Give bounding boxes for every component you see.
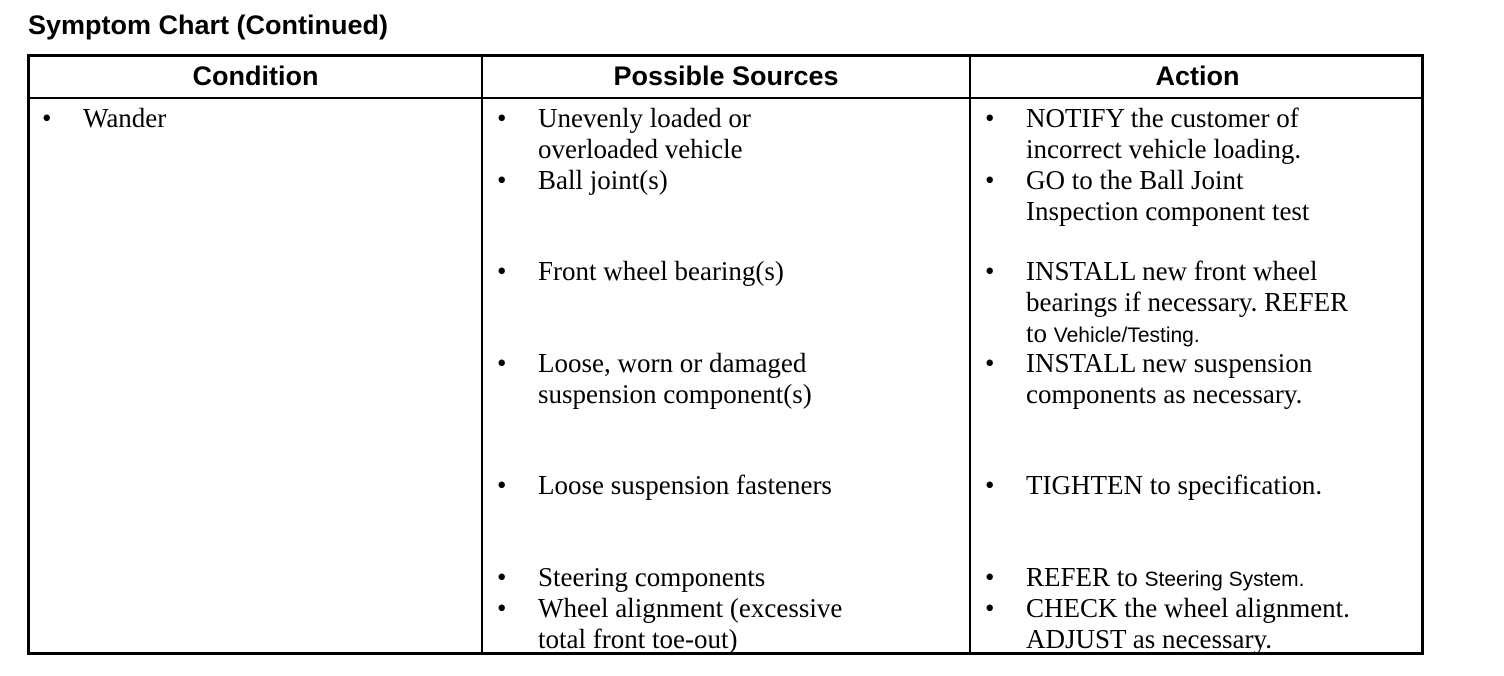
bullet: • bbox=[985, 562, 995, 592]
action-text: to bbox=[1026, 318, 1048, 348]
action-text: INSTALL new suspension bbox=[1026, 348, 1313, 378]
action-text: TIGHTEN to specification. bbox=[1026, 470, 1323, 500]
cross-reference: Vehicle/Testing. bbox=[1053, 324, 1200, 347]
bullet: • bbox=[985, 103, 995, 133]
header-possible-sources: Possible Sources bbox=[613, 61, 839, 91]
source-text: suspension component(s) bbox=[538, 379, 812, 409]
bullet: • bbox=[985, 348, 995, 378]
bullet: • bbox=[985, 165, 995, 195]
bullet: • bbox=[497, 470, 507, 500]
action-text: REFER to bbox=[1026, 562, 1138, 592]
bullet: • bbox=[497, 593, 507, 623]
action-text: incorrect vehicle loading. bbox=[1026, 134, 1302, 164]
column-divider bbox=[969, 57, 971, 652]
bullet: • bbox=[985, 256, 995, 286]
header-condition: Condition bbox=[192, 61, 319, 91]
bullet: • bbox=[497, 562, 507, 592]
bullet: • bbox=[497, 348, 507, 378]
bullet: • bbox=[985, 593, 995, 623]
source-text: Loose suspension fasteners bbox=[538, 470, 832, 500]
action-text: ADJUST as necessary. bbox=[1026, 624, 1272, 654]
action-text: CHECK the wheel alignment. bbox=[1026, 593, 1350, 623]
header-divider bbox=[30, 97, 1421, 99]
source-text: overloaded vehicle bbox=[538, 134, 743, 164]
action-text: INSTALL new front wheel bbox=[1026, 256, 1318, 286]
source-text: Front wheel bearing(s) bbox=[538, 256, 784, 286]
action-text: Inspection component test bbox=[1026, 196, 1310, 226]
bullet: • bbox=[497, 256, 507, 286]
column-divider bbox=[481, 57, 483, 652]
bullet: • bbox=[985, 470, 995, 500]
symptom-chart-table bbox=[27, 54, 1424, 655]
page-title: Symptom Chart (Continued) bbox=[28, 10, 388, 40]
bullet: • bbox=[42, 103, 52, 133]
source-text: total front toe-out) bbox=[538, 624, 738, 654]
header-action: Action bbox=[1155, 61, 1240, 91]
source-text: Unevenly loaded or bbox=[538, 103, 751, 133]
action-text: NOTIFY the customer of bbox=[1026, 103, 1299, 133]
source-text: Loose, worn or damaged bbox=[538, 348, 807, 378]
source-text: Ball joint(s) bbox=[538, 165, 668, 195]
bullet: • bbox=[497, 165, 507, 195]
source-text: Steering components bbox=[538, 562, 766, 592]
action-text: components as necessary. bbox=[1026, 379, 1303, 409]
source-text: Wheel alignment (excessive bbox=[538, 593, 843, 623]
action-text: GO to the Ball Joint bbox=[1026, 165, 1244, 195]
bullet: • bbox=[497, 103, 507, 133]
cross-reference: Steering System. bbox=[1144, 568, 1305, 591]
action-text: bearings if necessary. REFER bbox=[1026, 287, 1349, 317]
condition-text: Wander bbox=[83, 103, 167, 133]
